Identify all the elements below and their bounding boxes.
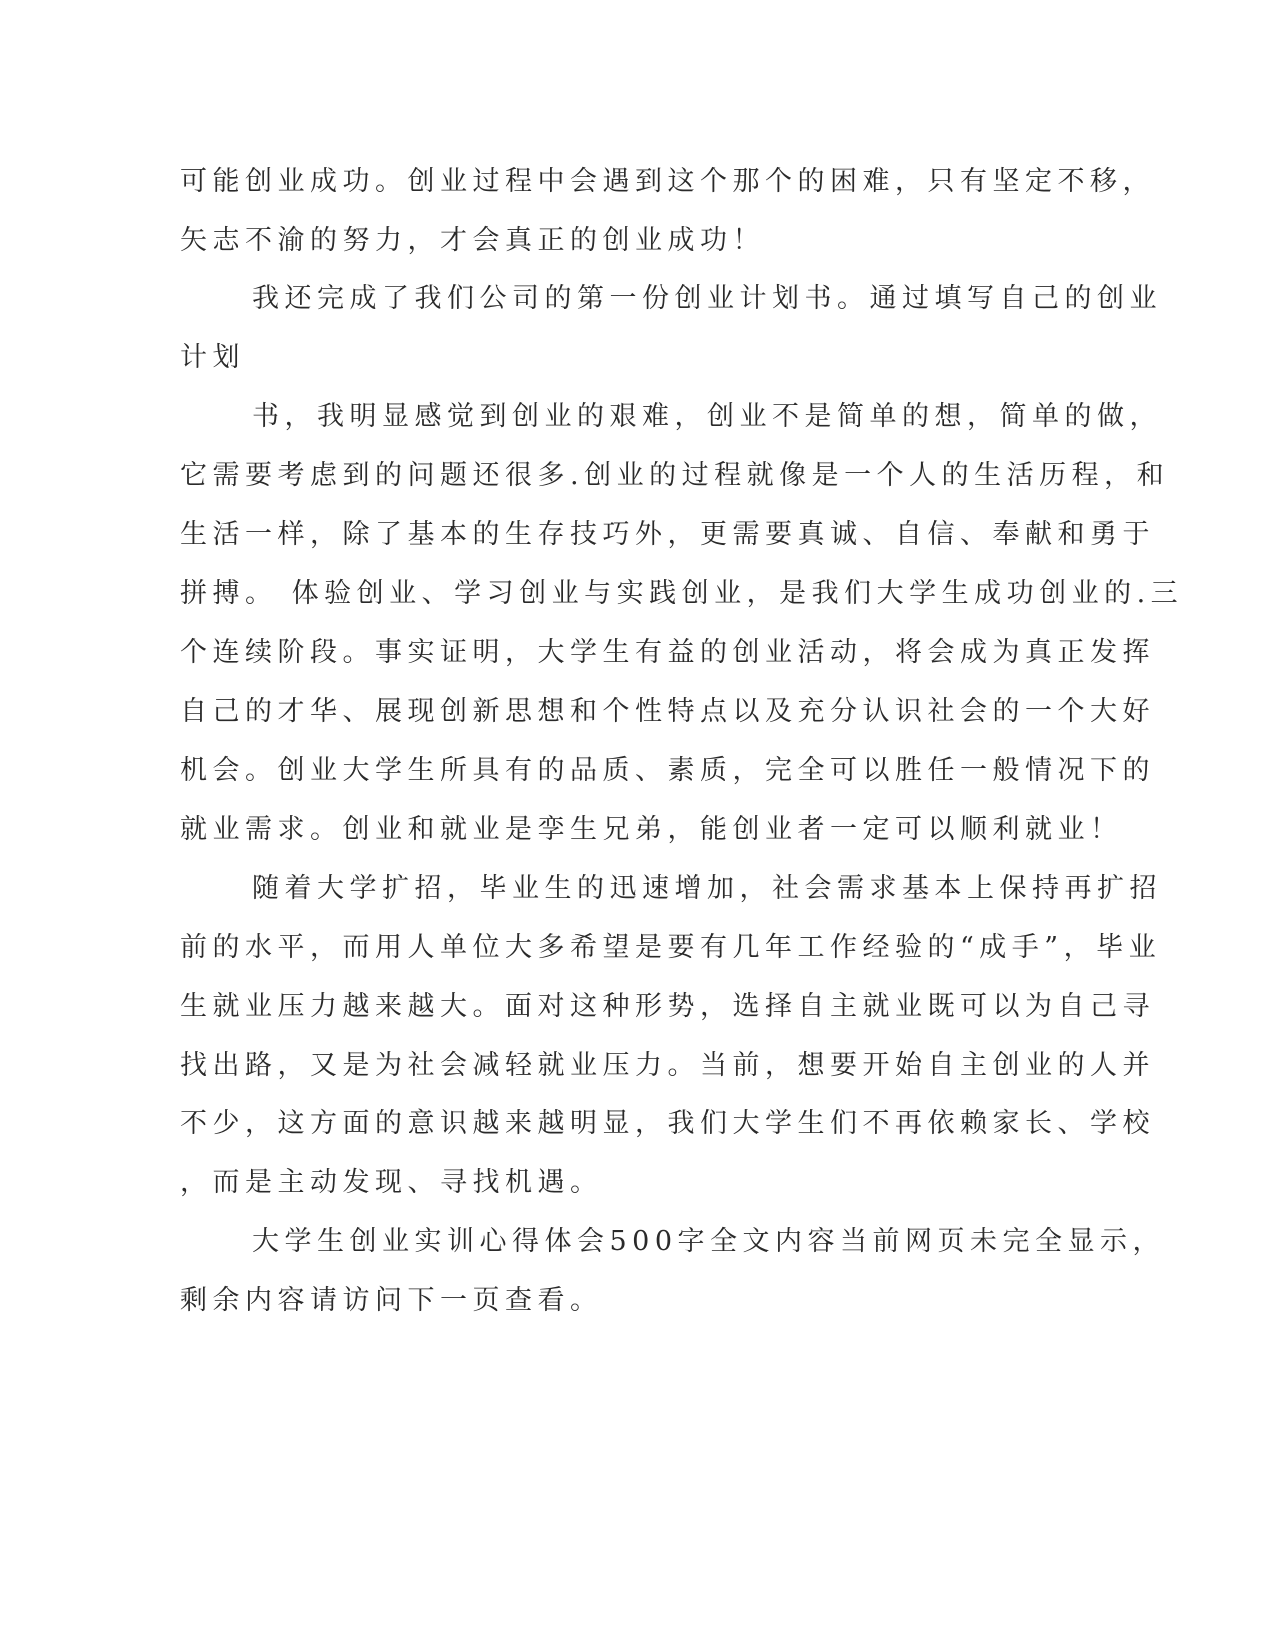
paragraph-2-line-2: 计划 [180,342,245,373]
paragraph-3-line-7: 机会。创业大学生所具有的品质、素质，完全可以胜任一般情况下的 [180,755,1155,786]
paragraph-1-line-1: 可能创业成功。创业过程中会遇到这个那个的困难，只有坚定不移， [180,166,1155,197]
paragraph-3-line-8: 就业需求。创业和就业是孪生兄弟，能创业者一定可以顺利就业！ [180,814,1123,845]
paragraph-3-line-5: 个连续阶段。事实证明，大学生有益的创业活动，将会成为真正发挥 [180,637,1155,668]
paragraph-4-line-6: ，而是主动发现、寻找机遇。 [180,1167,603,1198]
paragraph-3-line-1: 书，我明显感觉到创业的艰难，创业不是简单的想，简单的做， [252,401,1162,432]
paragraph-4-line-5: 不少，这方面的意识越来越明显，我们大学生们不再依赖家长、学校 [180,1108,1155,1139]
paragraph-1-line-2: 矢志不渝的努力，才会真正的创业成功！ [180,225,765,256]
paragraph-5-line-2: 剩余内容请访问下一页查看。 [180,1285,603,1316]
paragraph-3-line-6: 自己的才华、展现创新思想和个性特点以及充分认识社会的一个大好 [180,696,1155,727]
paragraph-5-line-1: 大学生创业实训心得体会500字全文内容当前网页未完全显示， [252,1226,1166,1257]
paragraph-4-line-4: 找出路，又是为社会减轻就业压力。当前，想要开始自主创业的人并 [180,1050,1155,1081]
paragraph-3-line-4: 拼搏。 体验创业、学习创业与实践创业，是我们大学生成功创业的.三 [180,578,1184,609]
paragraph-4-line-1: 随着大学扩招，毕业生的迅速增加，社会需求基本上保持再扩招 [252,873,1162,904]
paragraph-3-line-2: 它需要考虑到的问题还很多.创业的过程就像是一个人的生活历程，和 [180,460,1170,491]
paragraph-4-line-2: 前的水平，而用人单位大多希望是要有几年工作经验的“成手”，毕业 [180,932,1162,963]
paragraph-4-line-3: 生就业压力越来越大。面对这种形势，选择自主就业既可以为自己寻 [180,991,1155,1022]
paragraph-3-line-3: 生活一样，除了基本的生存技巧外，更需要真诚、自信、奉献和勇于 [180,519,1155,550]
paragraph-2-line-1: 我还完成了我们公司的第一份创业计划书。通过填写自己的创业 [252,283,1162,314]
